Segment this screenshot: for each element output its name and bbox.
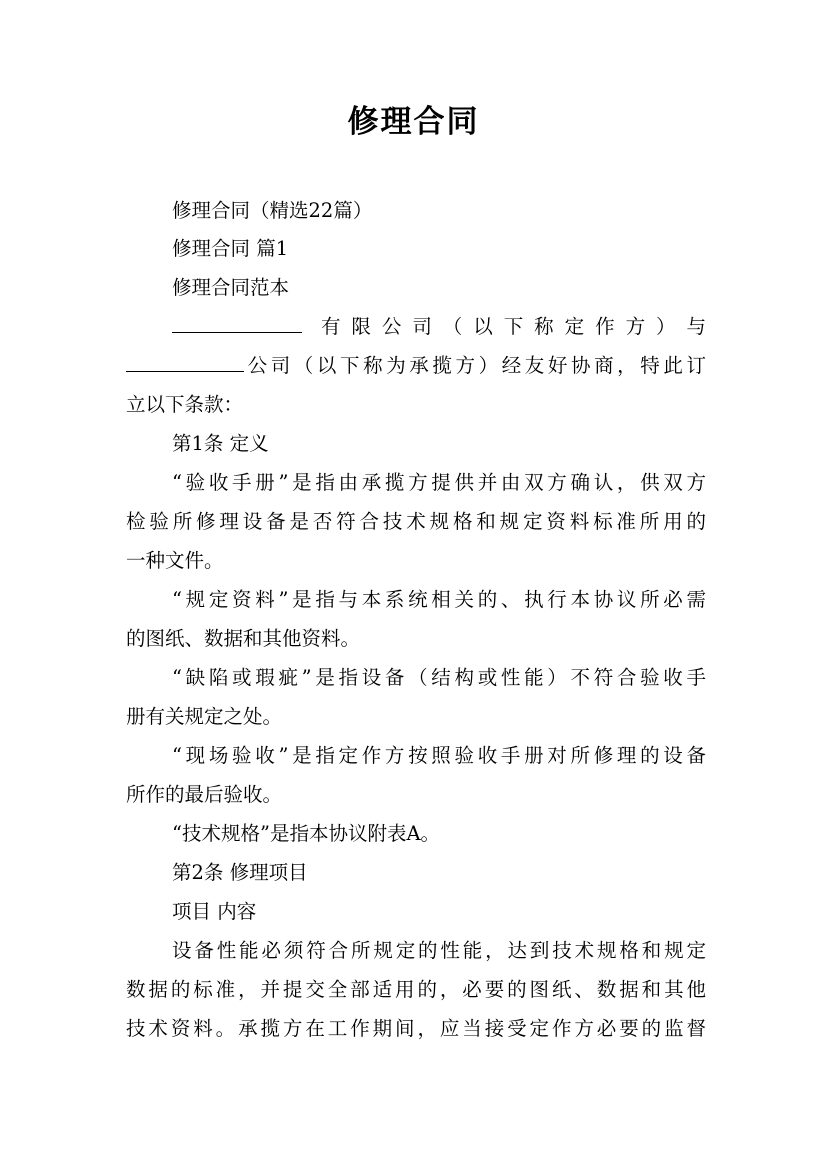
- fill-in-blank: [172, 310, 302, 333]
- doc-line: “现场验收”是指定作方按照验收手册对所修理的设备: [172, 744, 706, 767]
- fill-in-blank: [126, 349, 244, 372]
- doc-line: 检验所修理设备是否符合技术规格和规定资料标准所用的: [126, 510, 706, 533]
- doc-line: 项目 内容: [172, 900, 257, 923]
- doc-line: “缺陷或瑕疵”是指设备（结构或性能）不符合验收手: [172, 666, 706, 689]
- doc-line: “规定资料”是指与本系统相关的、执行本协议所必需: [172, 588, 706, 611]
- doc-line: 技术资料。承揽方在工作期间，应当接受定作方必要的监督: [126, 1017, 706, 1040]
- doc-line: 修理合同范本: [172, 276, 290, 299]
- section-heading: 第2条 修理项目: [172, 861, 308, 884]
- doc-line: “验收手册”是指由承揽方提供并由双方确认，供双方: [172, 471, 706, 494]
- doc-line: 立以下条款：: [126, 393, 244, 416]
- doc-line: 的图纸、数据和其他资料。: [126, 627, 361, 650]
- doc-line: 所作的最后验收。: [126, 783, 283, 806]
- doc-line: “技术规格”是指本协议附表A。: [172, 822, 441, 845]
- section-heading: 第1条 定义: [172, 432, 269, 455]
- doc-line: 一种文件。: [126, 549, 224, 572]
- document-title: 修理合同: [347, 104, 480, 140]
- doc-line: 修理合同 篇1: [172, 237, 289, 260]
- doc-line: 修理合同（精选22篇）: [172, 199, 373, 222]
- doc-line-with-blank: [172, 307, 706, 347]
- doc-line: 册有关规定之处。: [126, 705, 283, 728]
- doc-line: 数据的标准，并提交全部适用的，必要的图纸、数据和其他: [126, 978, 706, 1001]
- doc-line-text: 公司（以下称为承揽方）经友好协商，特此订: [244, 354, 706, 377]
- doc-line: 设备性能必须符合所规定的性能，达到技术规格和规定: [172, 939, 706, 962]
- doc-line-text: 有限公司（以下称定作方）与: [310, 315, 706, 338]
- doc-line-with-blank: [126, 346, 706, 386]
